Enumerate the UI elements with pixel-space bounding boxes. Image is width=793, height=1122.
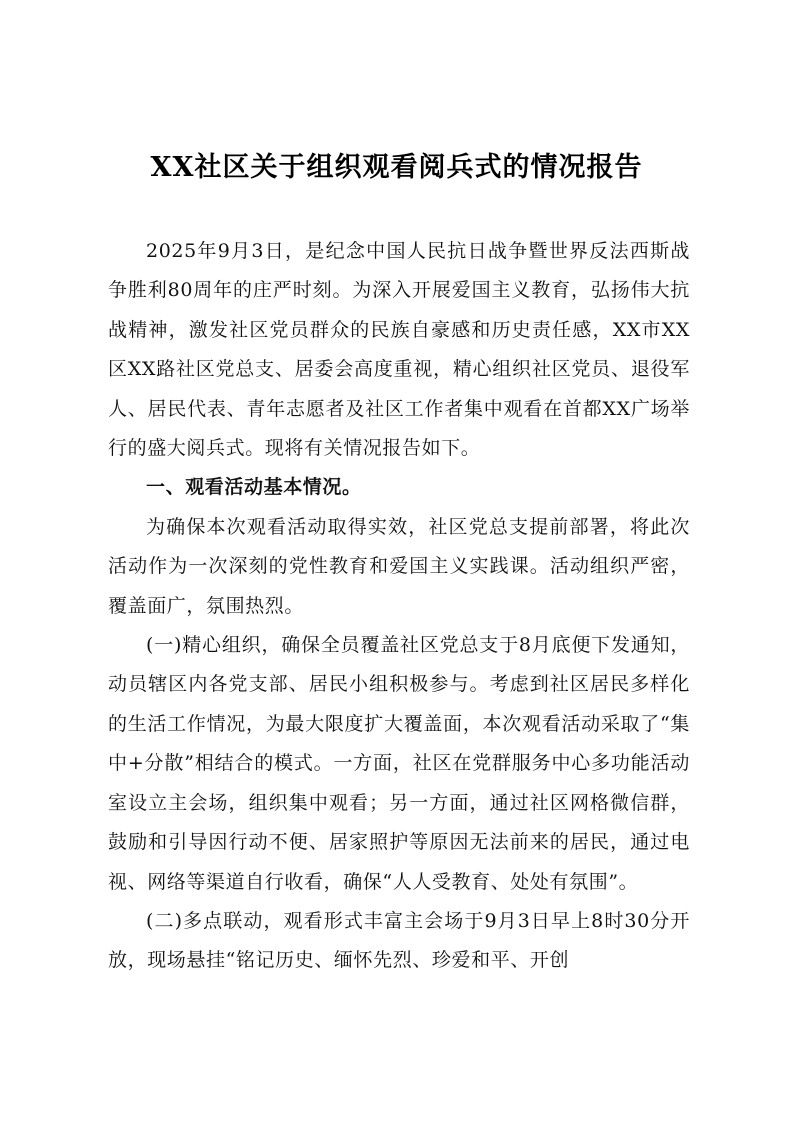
subsection-2-paragraph: (二)多点联动，观看形式丰富主会场于9月3日早上8时30分开放，现场悬挂“铭记历史、缅怀先烈、珍爱和平、开创 (108, 909, 690, 972)
document-title: XX社区关于组织观看阅兵式的情况报告 (150, 152, 643, 183)
section-intro-paragraph: 为确保本次观看活动取得实效，社区党总支提前部署，将此次活动作为一次深刻的党性教育和爱国主义实践课。活动组织严密，覆盖面广，氛围热烈。 (108, 515, 690, 617)
document-body (108, 232, 690, 981)
subsection-1-paragraph: (一)精心组织，确保全员覆盖社区党总支于8月底便下发通知，动员辖区内各党支部、居民小组积极参与。考虑到社区居民多样化的生活工作情况，为最大限度扩大覆盖面，本次观看活动采取了“集中+分散”相结合的模式。一方面，社区在党群服务中心多功能活动室设立主会场，组织集中观看；另一方面，通过社区网格微信群，鼓励和引导因行动不便、居家照护等原因无法前来的居民，通过电视、网络等渠道自行收看，确保“人人受教育、处处有氛围”。 (108, 634, 690, 893)
intro-paragraph: 2025年9月3日，是纪念中国人民抗日战争暨世界反法西斯战争胜利80周年的庄严时刻。为深入开展爱国主义教育，弘扬伟大抗战精神，激发社区党员群众的民族自豪感和历史责任感，XX市XX区XX路社区党总支、居委会高度重视，精心组织社区党员、退役军人、居民代表、青年志愿者及社区工作者集中观看在首都XX广场举行的盛大阅兵式。现将有关情况报告如下。 (108, 240, 690, 460)
section-heading: 一、观看活动基本情况。 (146, 476, 362, 499)
